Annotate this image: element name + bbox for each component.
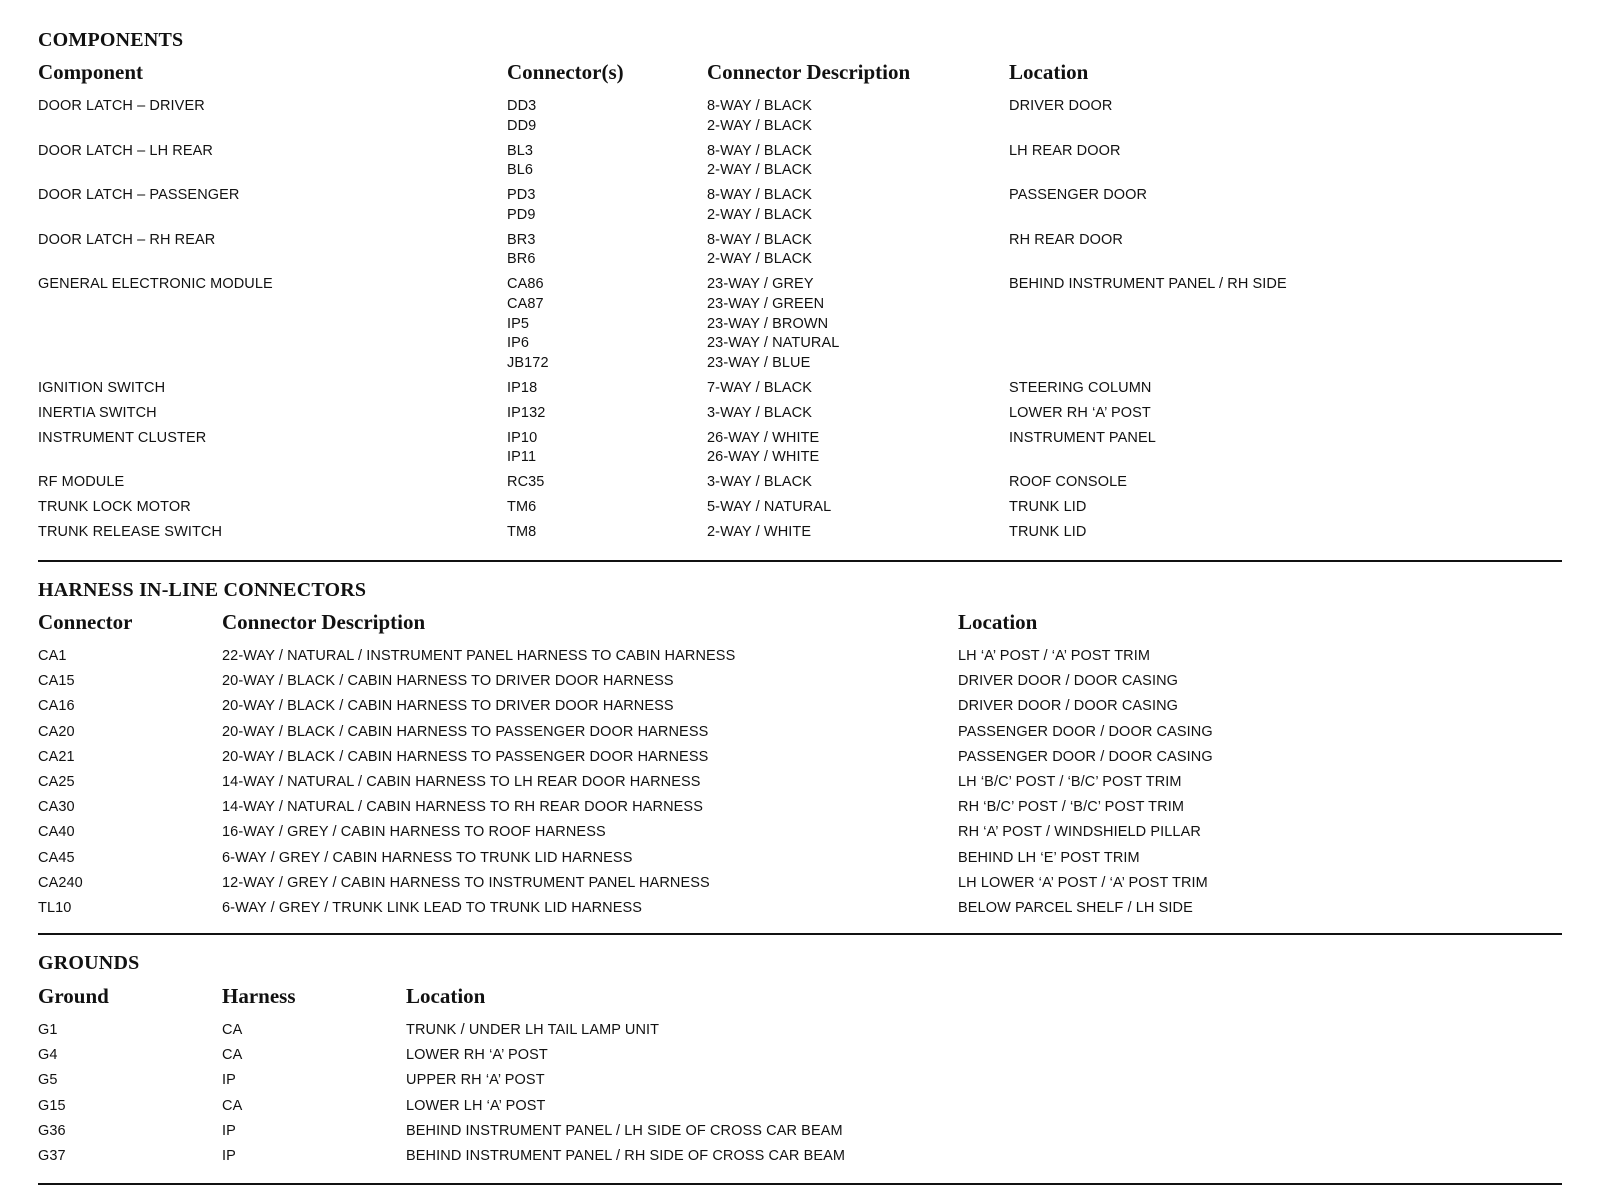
component-location: BEHIND INSTRUMENT PANEL / RH SIDE: [1009, 276, 1287, 293]
harness-description: 20-WAY / BLACK / CABIN HARNESS TO DRIVER DOOR HARNESS: [222, 673, 674, 690]
ground-id: G4: [38, 1047, 58, 1064]
components-title: COMPONENTS: [38, 29, 184, 51]
connector-id: DD3: [507, 98, 537, 114]
component-location: LOWER RH ‘A’ POST: [1009, 404, 1151, 421]
components-header-connectors: Connector(s): [507, 60, 624, 84]
connector-description: 2-WAY / BLACK: [707, 162, 812, 179]
component-location: ROOF CONSOLE: [1009, 474, 1128, 491]
harness-connector: CA30: [38, 799, 75, 816]
component-location: PASSENGER DOOR: [1009, 187, 1148, 204]
harness-location: PASSENGER DOOR / DOOR CASING: [958, 723, 1213, 740]
component-name: DOOR LATCH – DRIVER: [38, 98, 205, 114]
harness-description: 22-WAY / NATURAL / INSTRUMENT PANEL HARNESS TO CABIN HARNESS: [222, 648, 736, 664]
connector-description: 2-WAY / BLACK: [707, 251, 812, 268]
component-name: GENERAL ELECTRONIC MODULE: [38, 276, 273, 293]
component-location: TRUNK LID: [1009, 499, 1087, 516]
harness-connector: CA15: [38, 673, 75, 690]
component-name: TRUNK LOCK MOTOR: [38, 499, 191, 516]
connector-id: PD3: [507, 187, 536, 204]
harness-header-location: Location: [958, 610, 1038, 634]
harness-title: HARNESS IN-LINE CONNECTORS: [38, 579, 367, 601]
connector-id: BR3: [507, 231, 536, 248]
connector-description: 26-WAY / WHITE: [707, 449, 820, 466]
harness-location: LH LOWER ‘A’ POST / ‘A’ POST TRIM: [958, 874, 1208, 891]
component-location: RH REAR DOOR: [1009, 231, 1123, 248]
component-location: STEERING COLUMN: [1009, 379, 1152, 396]
connector-description: 2-WAY / BLACK: [707, 117, 812, 134]
harness-description: 14-WAY / NATURAL / CABIN HARNESS TO LH REAR DOOR HARNESS: [222, 774, 701, 790]
grounds-header-ground: Ground: [38, 984, 109, 1008]
harness-location: LH ‘A’ POST / ‘A’ POST TRIM: [958, 648, 1151, 664]
component-location: TRUNK LID: [1009, 524, 1087, 541]
harness-connector: CA40: [38, 824, 75, 841]
harness-connector: CA1: [38, 648, 67, 664]
harness-location: RH ‘A’ POST / WINDSHIELD PILLAR: [958, 824, 1201, 841]
connector-description: 2-WAY / BLACK: [707, 206, 812, 223]
ground-harness: CA: [222, 1097, 243, 1114]
harness-connector: CA25: [38, 774, 75, 790]
section-divider: [38, 933, 1562, 935]
ground-location: LOWER LH ‘A’ POST: [406, 1097, 546, 1114]
components-header-location: Location: [1009, 60, 1089, 84]
ground-harness: CA: [222, 1047, 243, 1064]
component-location: DRIVER DOOR: [1009, 98, 1113, 114]
component-location: INSTRUMENT PANEL: [1009, 429, 1156, 446]
harness-connector: CA20: [38, 723, 75, 740]
grounds-header-location: Location: [406, 984, 486, 1008]
connector-id: BR6: [507, 251, 536, 268]
connector-description: 8-WAY / BLACK: [707, 187, 812, 204]
grounds-header-harness: Harness: [222, 984, 296, 1008]
connector-description: 3-WAY / BLACK: [707, 474, 812, 491]
section-divider: [38, 1183, 1562, 1185]
harness-description: 14-WAY / NATURAL / CABIN HARNESS TO RH REAR DOOR HARNESS: [222, 799, 703, 816]
connector-description: 3-WAY / BLACK: [707, 404, 812, 421]
connector-id: CA87: [507, 296, 544, 312]
ground-location: UPPER RH ‘A’ POST: [406, 1072, 545, 1089]
ground-id: G15: [38, 1097, 66, 1114]
connector-description: 26-WAY / WHITE: [707, 429, 820, 446]
connector-id: IP18: [507, 379, 538, 396]
connector-description: 7-WAY / BLACK: [707, 379, 812, 396]
connector-description: 23-WAY / NATURAL: [707, 335, 840, 352]
connector-description: 8-WAY / BLACK: [707, 98, 812, 114]
harness-description: 20-WAY / BLACK / CABIN HARNESS TO DRIVER DOOR HARNESS: [222, 698, 674, 715]
ground-id: G37: [38, 1148, 66, 1164]
connector-description: 23-WAY / BROWN: [707, 315, 829, 332]
harness-header-connector: Connector: [38, 610, 133, 634]
component-name: IGNITION SWITCH: [38, 379, 166, 396]
connector-description: 23-WAY / GREEN: [707, 296, 825, 312]
harness-location: BEHIND LH ‘E’ POST TRIM: [958, 849, 1140, 866]
connector-id: IP10: [507, 429, 538, 446]
harness-description: 20-WAY / BLACK / CABIN HARNESS TO PASSENGER DOOR HARNESS: [222, 748, 709, 765]
harness-description: 6-WAY / GREY / CABIN HARNESS TO TRUNK LID HARNESS: [222, 849, 633, 866]
connector-id: IP5: [507, 315, 530, 332]
connector-id: BL6: [507, 162, 534, 179]
component-name: RF MODULE: [38, 474, 125, 491]
component-name: TRUNK RELEASE SWITCH: [38, 524, 223, 541]
connector-id: IP11: [507, 449, 537, 466]
connector-description: 8-WAY / BLACK: [707, 231, 812, 248]
harness-description: 20-WAY / BLACK / CABIN HARNESS TO PASSENGER DOOR HARNESS: [222, 723, 709, 740]
connector-id: JB172: [507, 354, 549, 371]
harness-description: 12-WAY / GREY / CABIN HARNESS TO INSTRUMENT PANEL HARNESS: [222, 874, 710, 891]
connector-id: TM6: [507, 499, 537, 516]
ground-harness: CA: [222, 1022, 243, 1038]
ground-id: G36: [38, 1122, 66, 1139]
harness-connector: CA16: [38, 698, 75, 715]
ground-location: LOWER RH ‘A’ POST: [406, 1047, 548, 1064]
connector-id: RC35: [507, 474, 545, 491]
connector-id: BL3: [507, 142, 534, 159]
connector-description: 2-WAY / WHITE: [707, 524, 812, 541]
component-name: INERTIA SWITCH: [38, 404, 157, 421]
components-header-component: Component: [38, 60, 144, 84]
harness-description: 16-WAY / GREY / CABIN HARNESS TO ROOF HARNESS: [222, 824, 606, 841]
harness-description: 6-WAY / GREY / TRUNK LINK LEAD TO TRUNK LID HARNESS: [222, 900, 643, 916]
ground-id: G1: [38, 1022, 58, 1038]
component-location: LH REAR DOOR: [1009, 142, 1121, 159]
ground-harness: IP: [222, 1122, 236, 1139]
harness-connector: TL10: [38, 900, 72, 916]
connector-description: 5-WAY / NATURAL: [707, 499, 832, 516]
ground-harness: IP: [222, 1148, 236, 1164]
component-name: DOOR LATCH – PASSENGER: [38, 187, 240, 204]
section-divider: [38, 560, 1562, 562]
harness-connector: CA21: [38, 748, 75, 765]
component-name: INSTRUMENT CLUSTER: [38, 429, 207, 446]
component-name: DOOR LATCH – LH REAR: [38, 142, 213, 159]
connector-id: PD9: [507, 206, 536, 223]
harness-location: PASSENGER DOOR / DOOR CASING: [958, 748, 1213, 765]
connector-description: 23-WAY / BLUE: [707, 354, 811, 371]
connector-id: CA86: [507, 276, 544, 293]
harness-header-description: Connector Description: [222, 610, 426, 634]
connector-id: TM8: [507, 524, 537, 541]
ground-id: G5: [38, 1072, 58, 1089]
ground-location: BEHIND INSTRUMENT PANEL / LH SIDE OF CROSS CAR BEAM: [406, 1122, 843, 1139]
component-name: DOOR LATCH – RH REAR: [38, 231, 216, 248]
ground-harness: IP: [222, 1072, 236, 1089]
ground-location: BEHIND INSTRUMENT PANEL / RH SIDE OF CROSS CAR BEAM: [406, 1148, 846, 1164]
connector-id: DD9: [507, 117, 537, 134]
connector-description: 8-WAY / BLACK: [707, 142, 812, 159]
harness-location: DRIVER DOOR / DOOR CASING: [958, 673, 1179, 690]
harness-connector: CA45: [38, 849, 75, 866]
harness-location: BELOW PARCEL SHELF / LH SIDE: [958, 900, 1193, 916]
ground-location: TRUNK / UNDER LH TAIL LAMP UNIT: [406, 1022, 660, 1038]
harness-location: LH ‘B/C’ POST / ‘B/C’ POST TRIM: [958, 774, 1182, 790]
grounds-title: GROUNDS: [38, 952, 140, 974]
connector-description: 23-WAY / GREY: [707, 276, 814, 293]
harness-location: RH ‘B/C’ POST / ‘B/C’ POST TRIM: [958, 799, 1185, 816]
connector-id: IP6: [507, 335, 530, 352]
connector-id: IP132: [507, 404, 546, 421]
harness-location: DRIVER DOOR / DOOR CASING: [958, 698, 1179, 715]
harness-connector: CA240: [38, 874, 83, 891]
components-header-description: Connector Description: [707, 60, 911, 84]
